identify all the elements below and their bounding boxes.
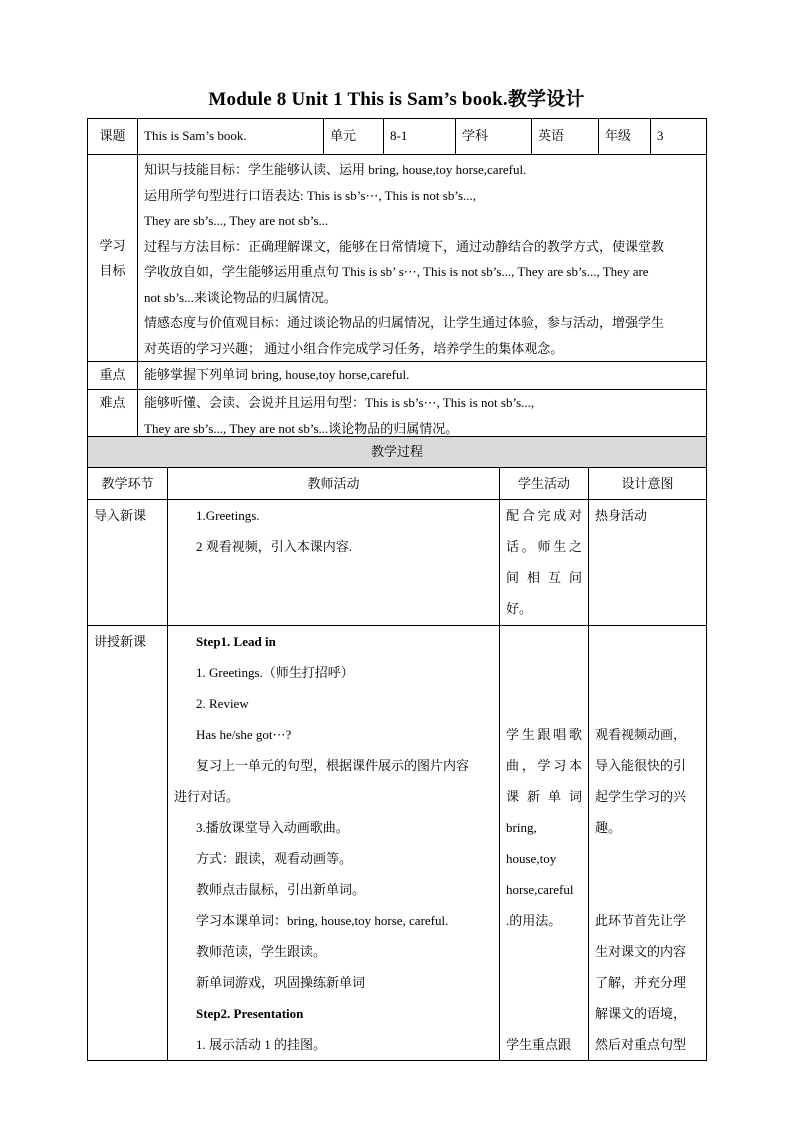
teach-teacher-line: Has he/she got⋯?: [196, 727, 292, 742]
intro-student-line: 好。: [506, 601, 533, 616]
grade-label: 年级: [599, 119, 651, 155]
unit-label: 单元: [324, 119, 384, 155]
teach-teacher-line: 2. Review: [196, 696, 249, 711]
subject-value: 英语: [532, 119, 599, 155]
teach-teacher: [168, 626, 500, 1061]
teach-student-line: 课 新 单 词: [506, 789, 582, 804]
teach-teacher-line: 方式：跟读，观看动画等。: [196, 851, 353, 866]
teach-student-line: house,toy: [506, 851, 557, 866]
teach-step2-heading: Step2. Presentation: [196, 1006, 304, 1021]
subject-label: 学科: [456, 119, 532, 155]
teach-teacher-line: 教师点击鼠标，引出新单词。: [196, 882, 366, 897]
teach-step1-heading: Step1. Lead in: [196, 634, 276, 649]
intro-design: [589, 500, 707, 626]
key-point-label: 重点: [88, 362, 138, 390]
teach-design-line: 观看视频动画，: [595, 727, 687, 742]
teach-design-line: 了解，并充分理: [595, 975, 687, 990]
intro-student: [500, 500, 589, 626]
teach-teacher-line: 学习本课单词：bring, house,toy horse, careful.: [196, 913, 449, 928]
teach-design-line: 趣。: [595, 820, 622, 835]
col-teacher-header: 教师活动: [168, 468, 500, 500]
intro-teacher: [168, 500, 500, 626]
objective-line: 对英语的学习兴趣； 通过小组合作完成学习任务，培养学生的集体观念。: [144, 340, 564, 356]
objective-line: 过程与方法目标：正确理解课文，能够在日常情境下，通过动静结合的教学方式，使课堂教: [144, 238, 665, 254]
teach-teacher-line: 教师范读，学生跟读。: [196, 944, 327, 959]
intro-design-line: 热身活动: [595, 508, 648, 523]
intro-stage: 导入新课: [88, 500, 168, 626]
teach-design-line: 起学生学习的兴: [595, 789, 687, 804]
teach-design-line: 生对课文的内容: [595, 944, 687, 959]
topic-value: This is Sam’s book.: [138, 119, 324, 155]
intro-teacher-line: 1.Greetings.: [196, 508, 260, 523]
difficulty-line: They are sb’s..., They are not sb’s...谈论物品的归属情况。: [144, 420, 459, 436]
teach-student-line: 学生跟唱歌: [506, 727, 582, 742]
difficulty-line: 能够听懂、会读、会说并且运用句型：This is sb’s⋯, This is not sb’s...,: [144, 395, 535, 410]
intro-student-line: 话。师生之: [506, 539, 582, 554]
teach-student-line: 学生重点跟: [506, 1037, 572, 1052]
topic-label: 课题: [88, 119, 138, 155]
key-point-text: 能够掌握下列单词 bring, house,toy horse,careful.: [138, 362, 707, 390]
grade-value: 3: [651, 119, 707, 155]
teach-student-line: 曲，学习本: [506, 758, 582, 773]
teach-design-line: 此环节首先让学: [595, 913, 687, 928]
teach-teacher-line: 复习上一单元的句型，根据课件展示的图片内容: [196, 758, 470, 773]
teach-student-line: .的用法。: [506, 913, 562, 928]
objectives-content: [138, 155, 707, 362]
col-student-header: 学生活动: [500, 468, 589, 500]
objective-line: 情感态度与价值观目标：通过谈论物品的归属情况，让学生通过体验，参与活动，增强学生: [144, 315, 665, 330]
col-stage-header: 教学环节: [88, 468, 168, 500]
teach-design-line: 然后对重点句型: [595, 1037, 687, 1052]
col-design-header: 设计意图: [589, 468, 707, 500]
objective-line: 知识与技能目标：学生能够认读、运用 bring, house,toy horse,careful.: [144, 162, 527, 177]
objective-line: They are sb’s..., They are not sb’s...: [144, 213, 329, 228]
difficulty-content: [138, 390, 707, 442]
intro-teacher-line: 2 观看视频，引入本课内容.: [196, 539, 353, 554]
teaching-process-table: [87, 436, 707, 1061]
teach-teacher-line: 1. Greetings.（师生打招呼）: [196, 665, 354, 680]
teach-teacher-line: 进行对话。: [174, 789, 240, 804]
teach-student: [500, 626, 589, 1061]
teach-student-line: horse,careful: [506, 882, 574, 897]
teach-student-line: bring,: [506, 820, 537, 835]
teach-design: [589, 626, 707, 1061]
unit-value: 8-1: [384, 119, 456, 155]
lesson-info-table: [87, 118, 707, 442]
objective-line: 运用所学句型进行口语表达: This is sb’s⋯, This is not sb’s...,: [144, 187, 477, 203]
intro-student-line: 间 相 互 问: [506, 570, 582, 585]
teach-stage: 讲授新课: [88, 626, 168, 1061]
objectives-label: 学习 目标: [88, 155, 138, 362]
teach-teacher-line: 新单词游戏，巩固操练新单词: [196, 975, 366, 990]
teach-design-line: 导入能很快的引: [595, 758, 687, 773]
teach-teacher-line: 1. 展示活动 1 的挂图。: [196, 1037, 327, 1052]
intro-student-line: 配合完成对: [506, 508, 582, 523]
document-title: Module 8 Unit 1 This is Sam’s book.教学设计: [208, 89, 585, 110]
teach-teacher-line: 3.播放课堂导入动画歌曲。: [196, 820, 349, 835]
objective-line: 学收放自如，学生能够运用重点句 This is sb’ s⋯, This is not sb’s..., They are sb’s..., They are: [144, 264, 649, 279]
difficulty-label: 难点: [88, 390, 138, 442]
process-header: 教学过程: [88, 437, 707, 468]
teach-design-line: 解课文的语境，: [595, 1006, 687, 1021]
objective-line: not sb’s...来谈论物品的归属情况。: [144, 289, 337, 305]
